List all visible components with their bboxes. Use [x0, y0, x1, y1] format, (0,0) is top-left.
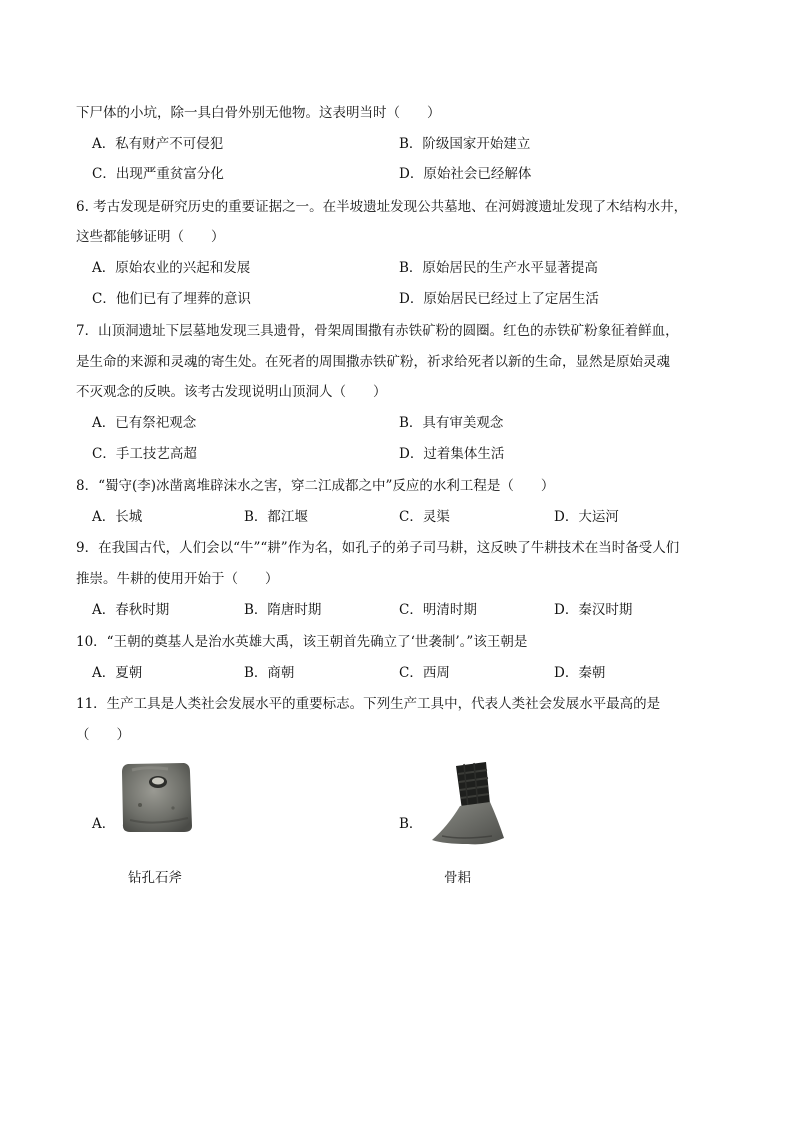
q10-stem: 10．“王朝的奠基人是治水英雄大禹，该王朝首先确立了‘世袭制’。”该王朝是 [76, 634, 528, 650]
q5-option-d: D．原始社会已经解体 [399, 166, 532, 182]
q9-option-a: A．春秋时期 [92, 602, 170, 618]
bone-spade-icon [428, 760, 504, 848]
q6-stem-line-2: 这些都能够证明（ ） [76, 229, 225, 245]
q8-option-b: B．都江堰 [244, 509, 308, 525]
q9-option-b: B．隋唐时期 [244, 602, 322, 618]
q9-option-c: C．明清时期 [399, 602, 477, 618]
q10-option-b: B．商朝 [244, 665, 295, 681]
q8-option-a: A．长城 [92, 509, 143, 525]
q5-option-a: A．私有财产不可侵犯 [92, 136, 224, 152]
q5-option-c: C．出现严重贫富分化 [92, 166, 224, 182]
q6-option-c: C．他们已有了埋葬的意识 [92, 291, 251, 307]
q11-option-b-caption: 骨耜 [444, 870, 471, 886]
q10-option-d: D．秦朝 [554, 665, 606, 681]
q11-stem-line-1: 11．生产工具是人类社会发展水平的重要标志。下列生产工具中，代表人类社会发展水平最高的是 [76, 696, 661, 712]
q10-option-a: A．夏朝 [92, 665, 143, 681]
q10-option-c: C．西周 [399, 665, 450, 681]
q6-option-d: D．原始居民已经过上了定居生活 [399, 291, 599, 307]
q7-stem-line-2: 是生命的来源和灵魂的寄生处。在死者的周围撒赤铁矿粉，祈求给死者以新的生命，显然是原始灵魂 [76, 354, 670, 370]
stone-axe-icon [118, 760, 194, 834]
q7-option-c: C．手工技艺高超 [92, 446, 197, 462]
bone-spade-image [428, 760, 504, 848]
q5-option-b: B．阶级国家开始建立 [399, 136, 531, 152]
q7-option-b: B．具有审美观念 [399, 415, 504, 431]
q8-stem: 8．“蜀守(李)冰凿离堆辟沫水之害，穿二江成都之中”反应的水利工程是（ ） [76, 478, 555, 494]
q9-stem-line-1: 9．在我国古代，人们会以“牛”“耕”作为名，如孔子的弟子司马耕，这反映了牛耕技术在当时备受人们 [76, 540, 680, 556]
q9-option-d: D．秦汉时期 [554, 602, 633, 618]
q11-option-a-caption: 钻孔石斧 [128, 870, 182, 886]
q11-option-a-label: A． [92, 816, 116, 832]
q7-stem-line-3: 不灭观念的反映。该考古发现说明山顶洞人（ ） [76, 384, 387, 400]
q8-option-d: D．大运河 [554, 509, 619, 525]
q7-option-d: D．过着集体生活 [399, 446, 505, 462]
q6-option-a: A．原始农业的兴起和发展 [92, 260, 251, 276]
q5-stem: 下尸体的小坑，除一具白骨外别无他物。这表明当时（ ） [76, 105, 441, 121]
q11-stem-line-2: （ ） [76, 727, 130, 743]
q6-option-b: B．原始居民的生产水平显著提高 [399, 260, 598, 276]
q7-option-a: A．已有祭祀观念 [92, 415, 197, 431]
q8-option-c: C．灵渠 [399, 509, 450, 525]
stone-axe-image [118, 760, 194, 834]
q7-stem-line-1: 7．山顶洞遗址下层墓地发现三具遗骨，骨架周围撒有赤铁矿粉的圆圈。红色的赤铁矿粉象征着鲜血， [76, 323, 679, 339]
q6-stem-line-1: 6. 考古发现是研究历史的重要证据之一。在半坡遗址发现公共墓地、在河姆渡遗址发现了木结构水井， [76, 199, 688, 215]
q9-stem-line-2: 推崇。牛耕的使用开始于（ ） [76, 571, 279, 587]
q11-option-b-label: B． [399, 816, 423, 832]
